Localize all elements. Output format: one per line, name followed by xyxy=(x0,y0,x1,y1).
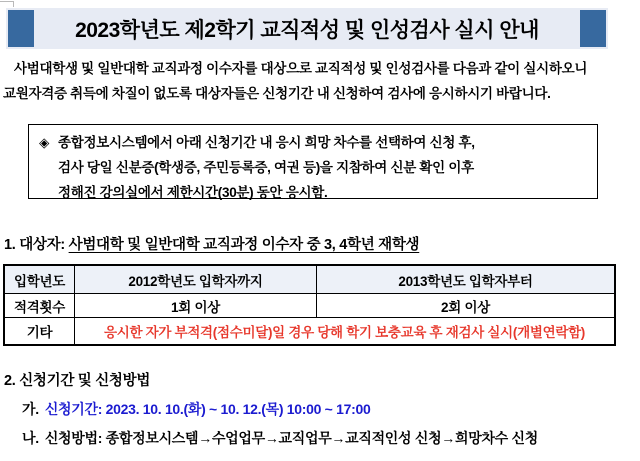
cell-etc-note: 응시한 자가 부적격(점수미달)일 경우 당해 학기 보충교육 후 재검사 실시(개별연락함) xyxy=(75,318,616,346)
notice-box xyxy=(28,124,598,199)
notice-line-3: 정해진 강의실에서 제한시간(30분) 동안 응시함. xyxy=(58,185,328,200)
application-method-line xyxy=(22,428,538,448)
banner-left-accent-block xyxy=(8,10,34,47)
cell-pass-count-2012: 1회 이상 xyxy=(75,294,317,318)
table-row-pass-count xyxy=(4,294,615,318)
application-period-value: 신청기간: 2023. 10. 10.(화) ~ 10. 12.(목) 10:00 ~ 17:00 xyxy=(44,401,371,417)
notice-line-2: 검사 당일 신분증(학생증, 주민등록증, 여권 등)을 지참하여 신분 확인 이후 xyxy=(58,160,474,175)
section-1-underlined-text: 사범대학 및 일반대학 교직과정 이수자 중 3, 4학년 재학생 xyxy=(68,237,420,253)
cell-from-2013: 2013학년도 입학자부터 xyxy=(317,265,616,294)
intro-paragraph xyxy=(3,56,637,106)
item-ga-label: 가. xyxy=(22,401,39,417)
row-header-pass-count: 적격횟수 xyxy=(4,294,75,318)
eligibility-table xyxy=(3,264,616,346)
table-row-etc xyxy=(4,318,615,346)
item-na-label: 나. xyxy=(22,430,39,446)
diamond-bullet-icon: ◈ xyxy=(39,135,50,150)
title-banner xyxy=(6,8,608,49)
application-period-line xyxy=(22,399,370,419)
section-2-heading: 2. 신청기간 및 신청방법 xyxy=(4,373,151,389)
cell-until-2012: 2012학년도 입학자까지 xyxy=(75,265,317,294)
table-row-admission-year xyxy=(4,265,615,294)
row-header-admission-year: 입학년도 xyxy=(4,265,75,294)
cropped-border-artifact xyxy=(0,1,14,7)
section-1-heading xyxy=(4,233,419,254)
intro-line-1: 사범대학생 및 일반대학 교직과정 이수자를 대상으로 교직적성 및 인성검사를 다음과 같이 실시하오니 xyxy=(14,61,588,76)
notice-line-1 xyxy=(39,130,597,155)
intro-line-2: 교원자격증 취득에 차질이 없도록 대상자들은 신청기간 내 신청하여 검사에 응시하시기 바랍니다. xyxy=(3,86,551,101)
page-title: 2023학년도 제2학기 교직적성 및 인성검사 실시 안내 xyxy=(75,18,539,42)
banner-right-accent-block xyxy=(580,10,606,47)
section-1-label: 1. 대상자: xyxy=(4,237,69,253)
cell-pass-count-2013: 2회 이상 xyxy=(317,294,616,318)
application-method-value: 신청방법: 종합정보시스템→수업업무→교직업무→교직적인성 신청→희망차수 신청 xyxy=(44,430,538,446)
row-header-etc: 기타 xyxy=(4,318,75,346)
notice-line-1-text: 종합정보시스템에서 아래 신청기간 내 응시 희망 차수를 선택하여 신청 후, xyxy=(58,135,475,150)
eligibility-table-wrap xyxy=(3,264,616,346)
